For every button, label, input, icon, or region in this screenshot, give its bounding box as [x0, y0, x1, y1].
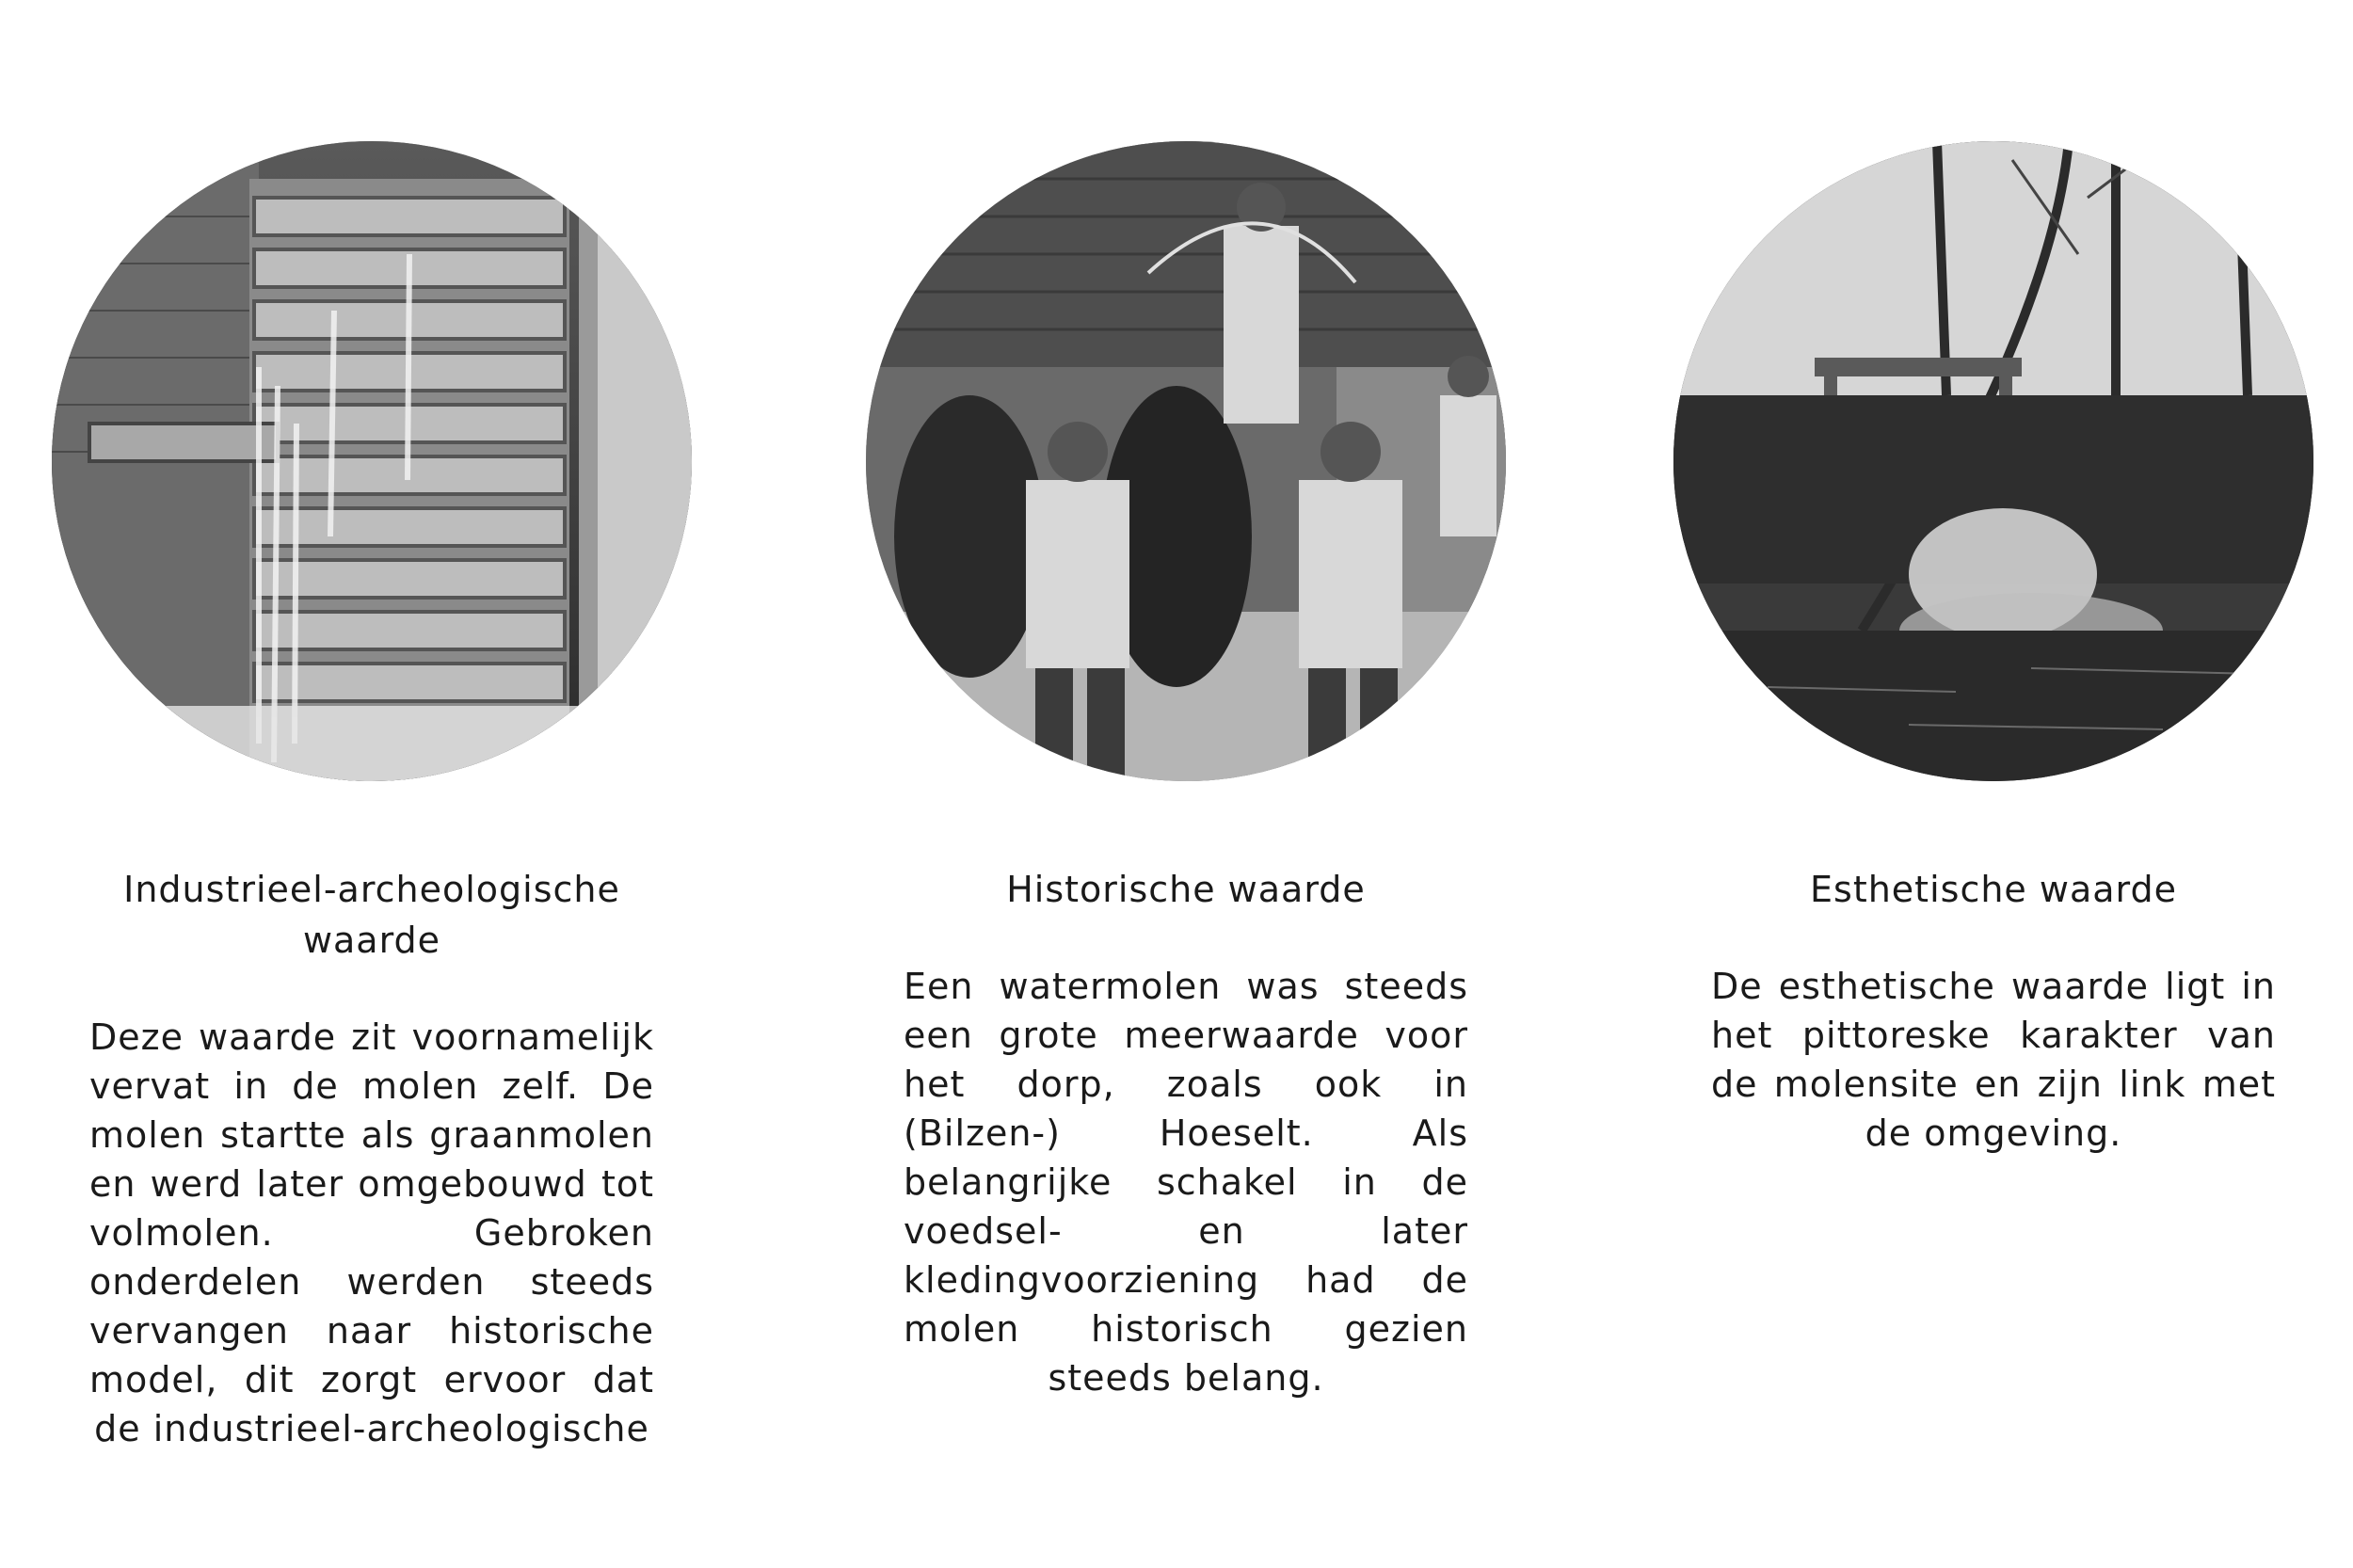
- column-title: Historische waarde: [1006, 869, 1366, 910]
- column-text: De esthetische waarde ligt in het pittoreske karakter van de molensite en zijn link met de omgeving.: [1711, 966, 2276, 1154]
- men-with-horses-photo: [866, 141, 1506, 781]
- column-title: Industrieel-archeologische waarde: [123, 869, 620, 961]
- mill-stream-photo: [1673, 141, 2313, 781]
- column-text: Een watermolen was steeds een grote meerwaarde voor het dorp, zoals ook in (Bilzen-) Hoeselt. Als belangrijke schakel in de voedsel- en later kledingvoorziening had de molen historisch gezien steeds belang.: [904, 966, 1468, 1399]
- column-title: Esthetische waarde: [1810, 869, 2177, 910]
- value-column-industrial: [42, 141, 701, 1453]
- men-horses-illustration: [866, 141, 1506, 781]
- waterwheel-photo: [52, 141, 692, 781]
- waterwheel-illustration: [52, 141, 692, 781]
- column-text: Deze waarde zit voornamelijk vervat in de molen zelf. De molen startte als graanmolen en werd later omgebouwd tot volmolen. Gebroken onderdelen werden steeds vervangen naar historische model, dit zorgt ervoor dat de industrieel-archeologische: [89, 1016, 654, 1449]
- mill-stream-illustration: [1673, 141, 2313, 781]
- value-column-historical: [856, 141, 1515, 1402]
- value-column-aesthetic: [1664, 141, 2323, 1158]
